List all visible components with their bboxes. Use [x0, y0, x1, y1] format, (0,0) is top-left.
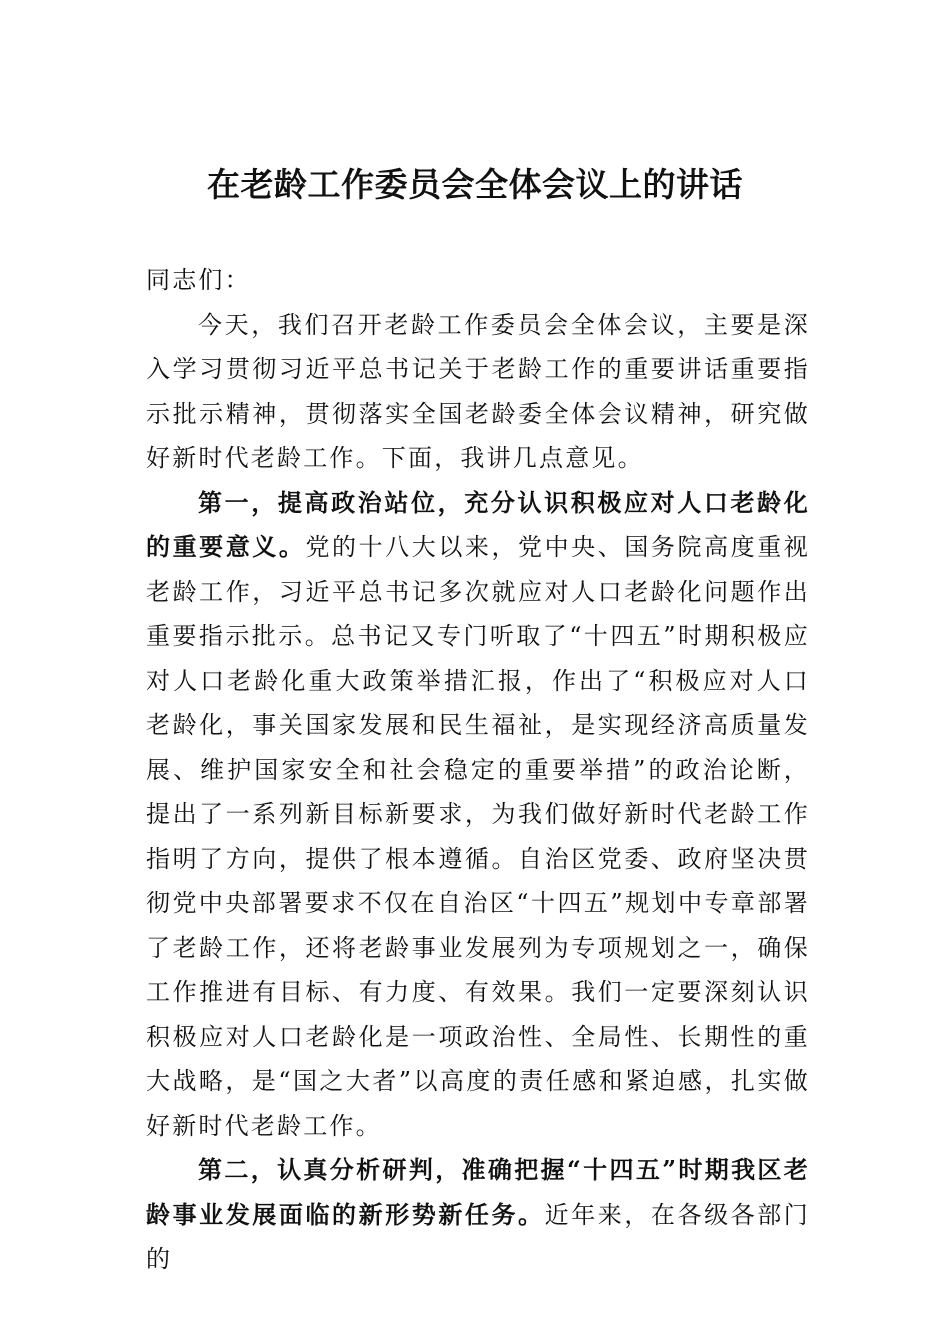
intro-paragraph: 今天，我们召开老龄工作委员会全体会议，主要是深入学习贯彻习近平总书记关于老龄工作的重要讲话重要指示批示精神，贯彻落实全国老龄委全体会议精神，研究做好新时代老龄工作。下面，我讲几点意见。 [146, 310, 810, 472]
section-paragraph-1 [146, 481, 810, 1149]
section-heading-2: 第二，认真分析研判，准确把握“十四五”时期我区老龄事业发展面临的新形势新任务。 [146, 1155, 810, 1229]
section-paragraph-2 [146, 1148, 810, 1282]
document-title: 在老龄工作委员会全体会议上的讲话 [207, 165, 743, 204]
document-body [146, 258, 810, 1282]
salutation: 同志们： [146, 266, 251, 294]
section-text-2: 近年来，在各级各部门的 [146, 1200, 810, 1273]
section-text-1: 党的十八大以来，党中央、国务院高度重视老龄工作，习近平总书记多次就应对人口老龄化问题作出重要指示批示。总书记又专门听取了“十四五”时期积极应对人口老龄化重大政策举措汇报，作出了“积极应对人口老龄化，事关国家发展和民生福祉，是实现经济高质量发展、维护国家安全和社会稳定的重要举措”的政治论断，提出了一系列新目标新要求，为我们做好新时代老龄工作指明了方向，提供了根本遵循。自治区党委、政府坚决贯彻党中央部署要求不仅在自治区“十四五”规划中专章部署了老龄工作，还将老龄事业发展列为专项规划之一，确保工作推进有目标、有力度、有效果。我们一定要深刻认识积极应对人口老龄化是一项政治性、全局性、长期性的重大战略，是“国之大者”以高度的责任感和紧迫感，扎实做好新时代老龄工作。 [146, 533, 810, 1140]
section-heading-1: 第一，提高政治站位，充分认识积极应对人口老龄化的重要意义。 [146, 487, 810, 561]
